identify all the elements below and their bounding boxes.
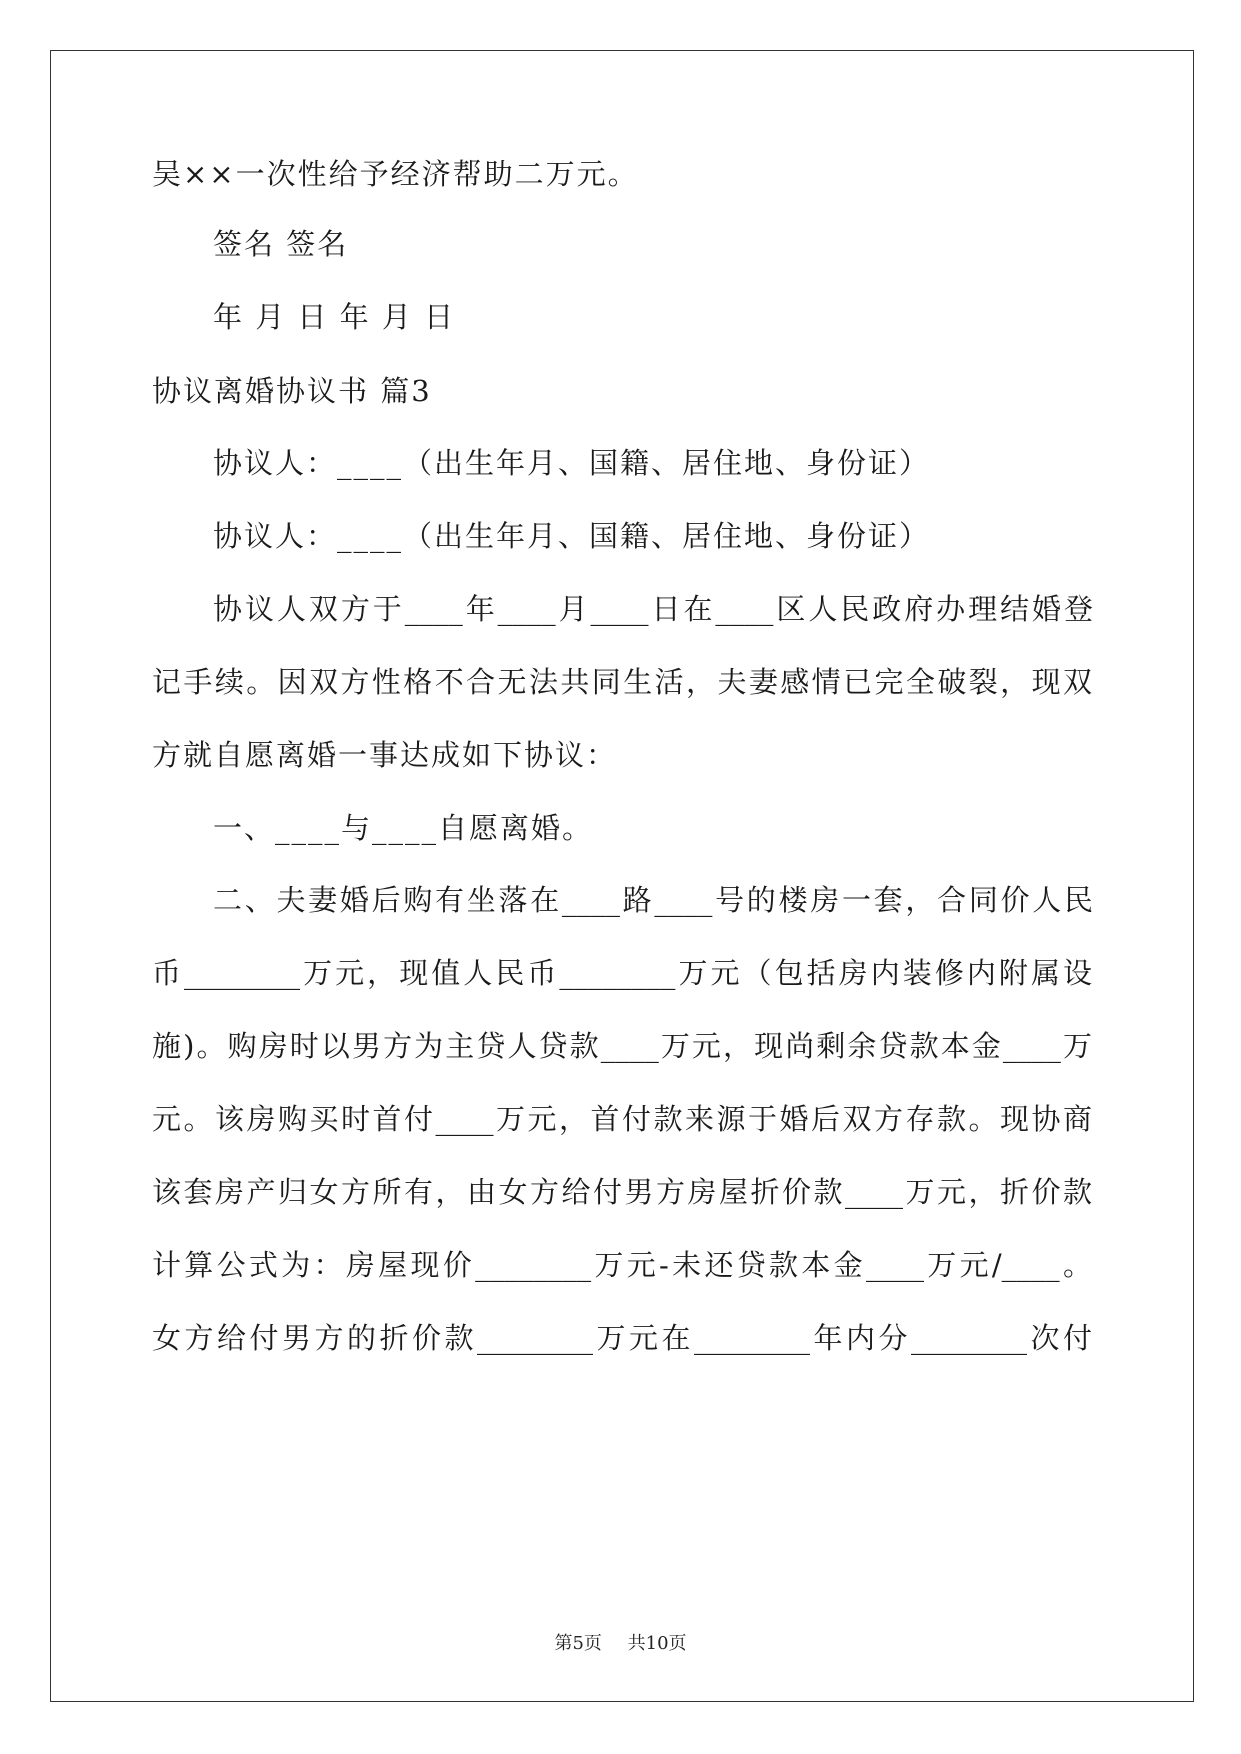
page-number: 第5页 bbox=[554, 1633, 602, 1654]
clause-two-line-6: 计算公式为：房屋现价________万元-未还贷款本金____万元/____。 bbox=[152, 1248, 1092, 1282]
clause-two-line-2: 币________万元，现值人民币________万元（包括房内装修内附属设 bbox=[152, 956, 1092, 990]
text-line-1: 吴××一次性给予经济帮助二万元。 bbox=[152, 157, 639, 191]
clause-two-line-7: 女方给付男方的折价款________万元在________年内分________次付 bbox=[152, 1321, 1092, 1355]
date-line: 年 月 日 年 月 日 bbox=[213, 300, 456, 334]
clause-two-line-4: 元。该房购买时首付____万元，首付款来源于婚后双方存款。现协商 bbox=[152, 1102, 1092, 1136]
page-total: 共10页 bbox=[627, 1633, 687, 1654]
paragraph-line-3: 方就自愿离婚一事达成如下协议： bbox=[152, 738, 618, 772]
clause-two-line-5: 该套房产归女方所有，由女方给付男方房屋折价款____万元，折价款 bbox=[152, 1175, 1092, 1209]
party-line-2: 协议人：____（出生年月、国籍、居住地、身份证） bbox=[213, 519, 931, 553]
paragraph-line-1: 协议人双方于____年____月____日在____区人民政府办理结婚登 bbox=[213, 592, 1093, 626]
party-line-1: 协议人：____（出生年月、国籍、居住地、身份证） bbox=[213, 446, 931, 480]
clause-two-line-3: 施)。购房时以男方为主贷人贷款____万元，现尚剩余贷款本金____万 bbox=[152, 1029, 1092, 1063]
clause-two-line-1: 二、夫妻婚后购有坐落在____路____号的楼房一套，合同价人民 bbox=[213, 883, 1093, 917]
paragraph-line-2: 记手续。因双方性格不合无法共同生活，夫妻感情已完全破裂，现双 bbox=[152, 665, 1092, 699]
clause-one: 一、____与____自愿离婚。 bbox=[213, 811, 594, 845]
section-heading: 协议离婚协议书 篇3 bbox=[152, 374, 432, 408]
signature-line: 签名 签名 bbox=[213, 227, 349, 261]
page-footer bbox=[0, 1632, 1241, 1656]
